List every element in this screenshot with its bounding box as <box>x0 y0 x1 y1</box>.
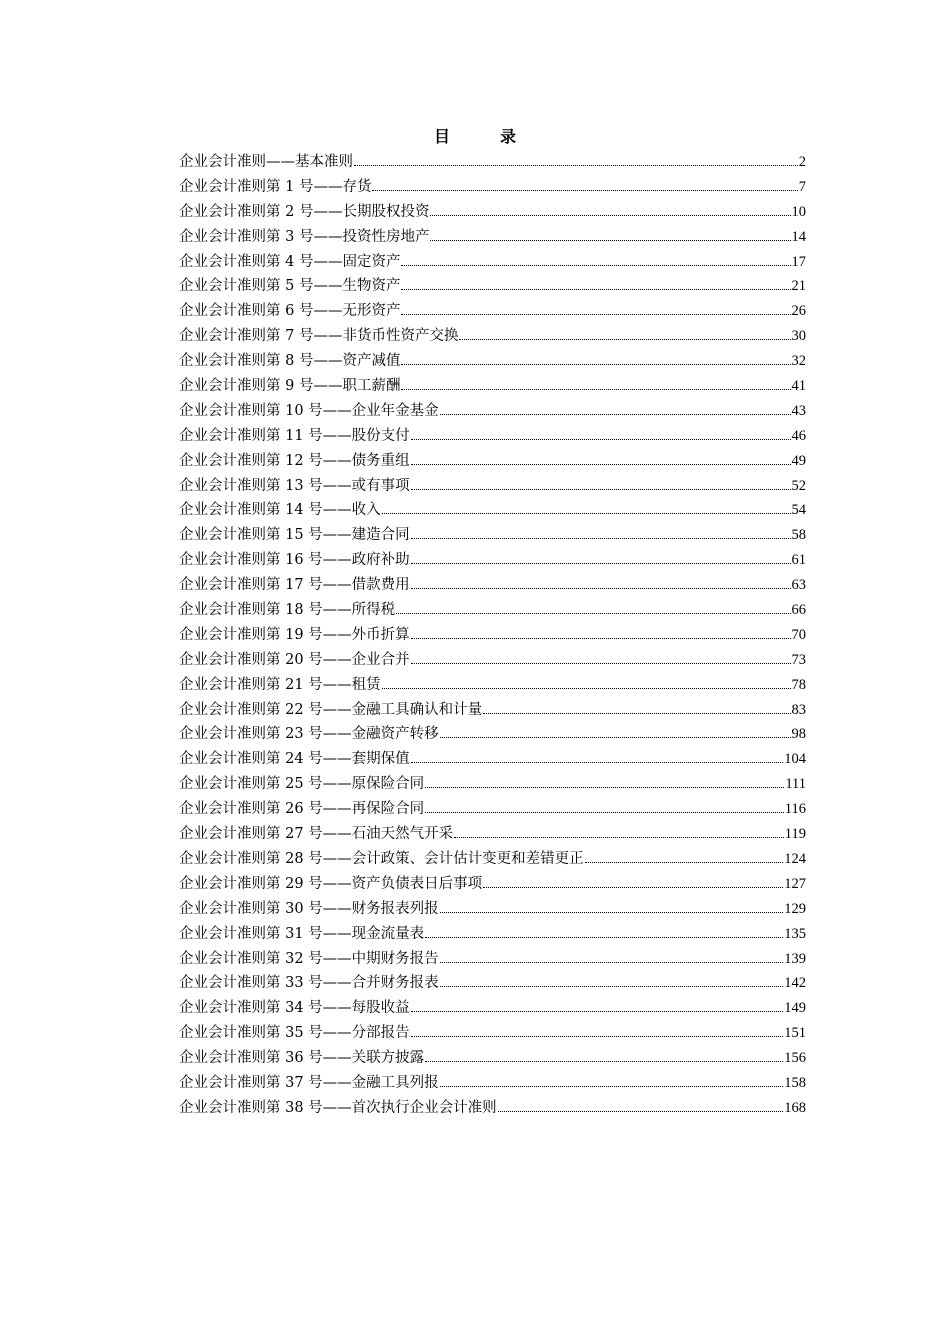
toc-entry[interactable] <box>179 698 806 723</box>
toc-list <box>179 150 806 1121</box>
toc-entry[interactable] <box>179 598 806 623</box>
toc-entry[interactable] <box>179 897 806 922</box>
toc-entry-label: 企业会计准则第 30 号——财务报表列报 <box>179 900 439 917</box>
toc-dot-leader <box>382 687 791 689</box>
toc-entry-page-number: 46 <box>791 427 806 444</box>
toc-entry-page-number: 63 <box>791 577 806 594</box>
toc-dot-leader <box>440 736 791 738</box>
toc-entry-label: 企业会计准则第 14 号——收入 <box>179 502 381 519</box>
toc-entry-label: 企业会计准则第 1 号——存货 <box>179 178 372 195</box>
toc-entry[interactable] <box>179 872 806 897</box>
toc-entry-label: 企业会计准则第 31 号——现金流量表 <box>179 925 425 942</box>
toc-entry-page-number: 73 <box>791 651 806 668</box>
toc-entry-label: 企业会计准则第 11 号——股份支付 <box>179 427 410 444</box>
toc-entry-page-number: 127 <box>784 875 806 892</box>
toc-entry-page-number: 17 <box>791 253 806 270</box>
toc-entry-page-number: 83 <box>791 701 806 718</box>
toc-entry-label: 企业会计准则第 37 号——金融工具列报 <box>179 1074 439 1091</box>
toc-entry-page-number: 7 <box>798 178 806 195</box>
toc-entry[interactable] <box>179 623 806 648</box>
toc-dot-leader <box>430 239 790 241</box>
toc-entry-page-number: 151 <box>784 1025 806 1042</box>
toc-dot-leader <box>411 463 791 465</box>
toc-entry-page-number: 49 <box>791 452 806 469</box>
toc-dot-leader <box>430 214 790 216</box>
toc-entry-label: 企业会计准则第 8 号——资产减值 <box>179 353 401 370</box>
toc-dot-leader <box>585 861 784 863</box>
toc-entry[interactable] <box>179 274 806 299</box>
toc-entry[interactable] <box>179 648 806 673</box>
toc-entry[interactable] <box>179 225 806 250</box>
toc-title <box>0 127 950 147</box>
toc-entry-label: 企业会计准则第 38 号——首次执行企业会计准则 <box>179 1099 497 1116</box>
toc-entry-label: 企业会计准则第 32 号——中期财务报告 <box>179 950 439 967</box>
toc-entry-label: 企业会计准则第 6 号——无形资产 <box>179 303 401 320</box>
toc-dot-leader <box>425 1060 783 1062</box>
toc-entry-page-number: 54 <box>791 502 806 519</box>
toc-dot-leader <box>483 886 783 888</box>
toc-entry-label: 企业会计准则第 27 号——石油天然气开采 <box>179 826 454 843</box>
toc-dot-leader <box>425 811 784 813</box>
toc-dot-leader <box>411 488 791 490</box>
toc-entry-label: 企业会计准则第 24 号——套期保值 <box>179 751 410 768</box>
toc-dot-leader <box>401 264 790 266</box>
toc-entry-page-number: 168 <box>784 1099 806 1116</box>
toc-dot-leader <box>440 961 784 963</box>
toc-entry-page-number: 2 <box>798 154 806 170</box>
toc-entry[interactable] <box>179 523 806 548</box>
toc-dot-leader <box>459 338 790 340</box>
toc-entry[interactable] <box>179 1046 806 1071</box>
toc-entry[interactable] <box>179 722 806 747</box>
toc-entry-label: 企业会计准则第 20 号——企业合并 <box>179 651 410 668</box>
toc-dot-leader <box>401 363 790 365</box>
toc-dot-leader <box>425 936 783 938</box>
toc-entry[interactable] <box>179 971 806 996</box>
toc-dot-leader <box>440 911 784 913</box>
toc-entry[interactable] <box>179 922 806 947</box>
toc-entry[interactable] <box>179 847 806 872</box>
toc-entry[interactable] <box>179 349 806 374</box>
toc-dot-leader <box>440 985 784 987</box>
toc-entry-label: 企业会计准则第 16 号——政府补助 <box>179 552 410 569</box>
toc-dot-leader <box>411 587 791 589</box>
toc-dot-leader <box>411 1035 784 1037</box>
toc-entry[interactable] <box>179 250 806 275</box>
toc-dot-leader <box>411 637 791 639</box>
toc-entry-label: 企业会计准则第 26 号——再保险合同 <box>179 801 425 818</box>
toc-dot-leader <box>401 313 790 315</box>
toc-entry[interactable] <box>179 150 806 175</box>
toc-entry-label: 企业会计准则第 21 号——租赁 <box>179 676 381 693</box>
toc-entry-label: 企业会计准则第 4 号——固定资产 <box>179 253 401 270</box>
toc-dot-leader <box>440 413 791 415</box>
toc-entry[interactable] <box>179 498 806 523</box>
toc-dot-leader <box>411 662 791 664</box>
toc-entry[interactable] <box>179 449 806 474</box>
toc-entry[interactable] <box>179 573 806 598</box>
toc-entry[interactable] <box>179 299 806 324</box>
toc-entry[interactable] <box>179 474 806 499</box>
toc-entry-page-number: 14 <box>791 228 806 245</box>
toc-dot-leader <box>396 612 790 614</box>
toc-entry-label: 企业会计准则第 13 号——或有事项 <box>179 477 410 494</box>
toc-dot-leader <box>401 388 790 390</box>
toc-entry-label: 企业会计准则第 7 号——非货币性资产交换 <box>179 328 459 345</box>
toc-entry-label: 企业会计准则第 36 号——关联方披露 <box>179 1050 425 1067</box>
toc-entry-page-number: 98 <box>791 726 806 743</box>
toc-entry-label: 企业会计准则第 3 号——投资性房地产 <box>179 228 430 245</box>
toc-entry-page-number: 30 <box>791 328 806 345</box>
toc-entry-label: 企业会计准则第 35 号——分部报告 <box>179 1025 410 1042</box>
toc-entry-label: 企业会计准则第 19 号——外币折算 <box>179 626 410 643</box>
toc-entry[interactable] <box>179 200 806 225</box>
toc-entry-label: 企业会计准则第 12 号——债务重组 <box>179 452 410 469</box>
toc-entry-page-number: 70 <box>791 626 806 643</box>
toc-dot-leader <box>372 189 797 191</box>
toc-entry-label: 企业会计准则第 18 号——所得税 <box>179 602 396 619</box>
toc-entry-page-number: 41 <box>791 378 806 395</box>
toc-entry-page-number: 104 <box>784 751 806 768</box>
toc-entry-page-number: 43 <box>791 402 806 419</box>
toc-entry-page-number: 142 <box>784 975 806 992</box>
toc-dot-leader <box>411 761 784 763</box>
toc-entry[interactable] <box>179 673 806 698</box>
toc-entry-label: 企业会计准则第 29 号——资产负债表日后事项 <box>179 875 483 892</box>
toc-dot-leader <box>401 288 790 290</box>
toc-dot-leader <box>454 836 784 838</box>
toc-entry-label: 企业会计准则第 15 号——建造合同 <box>179 527 410 544</box>
toc-entry-page-number: 10 <box>791 203 806 220</box>
toc-entry[interactable] <box>179 1071 806 1096</box>
toc-entry[interactable] <box>179 175 806 200</box>
toc-entry[interactable] <box>179 324 806 349</box>
toc-entry-label: 企业会计准则第 2 号——长期股权投资 <box>179 203 430 220</box>
toc-entry-page-number: 58 <box>791 527 806 544</box>
toc-entry[interactable] <box>179 374 806 399</box>
toc-entry-page-number: 111 <box>785 776 806 793</box>
toc-entry-label: 企业会计准则第 25 号——原保险合同 <box>179 776 425 793</box>
toc-entry[interactable] <box>179 1096 806 1121</box>
toc-title-left: 目 <box>433 127 450 146</box>
toc-entry-page-number: 158 <box>784 1074 806 1091</box>
toc-entry[interactable] <box>179 548 806 573</box>
toc-entry-label: 企业会计准则第 22 号——金融工具确认和计量 <box>179 701 483 718</box>
toc-entry-page-number: 32 <box>791 353 806 370</box>
toc-entry-page-number: 119 <box>784 826 806 843</box>
toc-entry-page-number: 124 <box>784 850 806 867</box>
toc-entry[interactable] <box>179 797 806 822</box>
toc-entry[interactable] <box>179 1021 806 1046</box>
toc-entry-label: 企业会计准则第 28 号——会计政策、会计估计变更和差错更正 <box>179 850 584 867</box>
toc-dot-leader <box>498 1110 784 1112</box>
toc-entry-page-number: 21 <box>791 278 806 295</box>
toc-entry[interactable] <box>179 424 806 449</box>
toc-dot-leader <box>354 164 798 166</box>
toc-title-right: 录 <box>500 127 517 146</box>
toc-entry-label: 企业会计准则第 5 号——生物资产 <box>179 278 401 295</box>
toc-dot-leader <box>411 1010 784 1012</box>
toc-entry-label: 企业会计准则——基本准则 <box>179 154 353 170</box>
toc-entry[interactable] <box>179 996 806 1021</box>
toc-entry-page-number: 135 <box>784 925 806 942</box>
toc-entry[interactable] <box>179 399 806 424</box>
toc-entry-page-number: 61 <box>791 552 806 569</box>
toc-entry-page-number: 66 <box>791 602 806 619</box>
toc-dot-leader <box>483 712 790 714</box>
toc-entry[interactable] <box>179 947 806 972</box>
toc-entry-page-number: 149 <box>784 1000 806 1017</box>
toc-entry-label: 企业会计准则第 9 号——职工薪酬 <box>179 378 401 395</box>
toc-dot-leader <box>440 1085 784 1087</box>
toc-entry[interactable] <box>179 822 806 847</box>
toc-dot-leader <box>382 512 791 514</box>
toc-entry-label: 企业会计准则第 17 号——借款费用 <box>179 577 410 594</box>
toc-entry-page-number: 52 <box>791 477 806 494</box>
toc-entry[interactable] <box>179 747 806 772</box>
toc-entry-page-number: 78 <box>791 676 806 693</box>
toc-entry-page-number: 129 <box>784 900 806 917</box>
toc-dot-leader <box>425 786 784 788</box>
toc-entry[interactable] <box>179 772 806 797</box>
toc-dot-leader <box>411 562 791 564</box>
toc-entry-page-number: 116 <box>784 801 806 818</box>
toc-entry-label: 企业会计准则第 33 号——合并财务报表 <box>179 975 439 992</box>
toc-dot-leader <box>411 537 791 539</box>
toc-entry-label: 企业会计准则第 34 号——每股收益 <box>179 1000 410 1017</box>
toc-entry-label: 企业会计准则第 10 号——企业年金基金 <box>179 402 439 419</box>
toc-entry-page-number: 139 <box>784 950 806 967</box>
toc-entry-page-number: 156 <box>784 1050 806 1067</box>
toc-dot-leader <box>411 438 791 440</box>
toc-entry-label: 企业会计准则第 23 号——金融资产转移 <box>179 726 439 743</box>
toc-entry-page-number: 26 <box>791 303 806 320</box>
